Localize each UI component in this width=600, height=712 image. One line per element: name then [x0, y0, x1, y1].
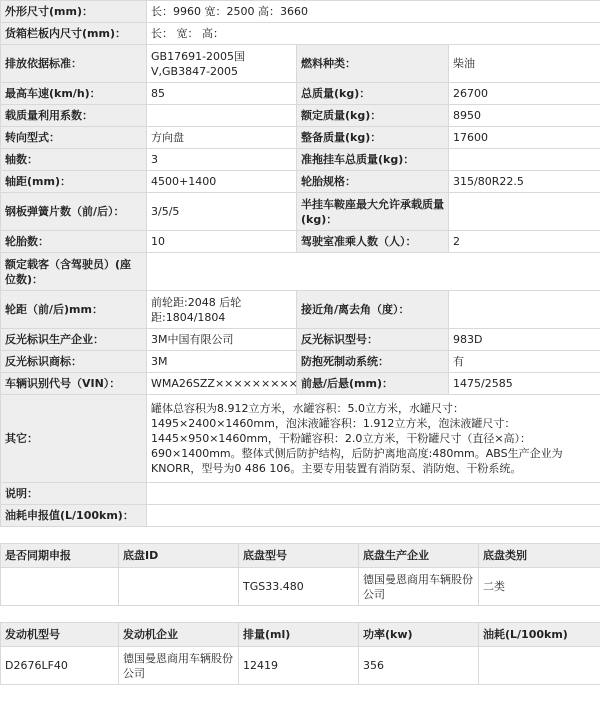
rated-load-value: 8950: [449, 105, 600, 127]
wheelbase-value: 4500+1400: [147, 171, 297, 193]
dimensions-label: 外形尺寸(mm)：: [1, 1, 147, 23]
gross-mass-value: 26700: [449, 83, 600, 105]
cab-seats-label: 驾驶室准乘人数（人）：: [297, 231, 449, 253]
max-speed-value: 85: [147, 83, 297, 105]
curb-mass-value: 17600: [449, 127, 600, 149]
fuel-label: 燃料种类：: [297, 45, 449, 83]
fuel-consumption-label: 油耗申报值(L/100km)：: [1, 505, 147, 527]
curb-mass-label: 整备质量(kg)：: [297, 127, 449, 149]
engine-header-fuel: 油耗(L/100km): [479, 623, 600, 647]
chassis-maker: 德国曼恩商用车辆股份公司: [359, 568, 479, 606]
engine-table: [0, 622, 600, 685]
engine-header-power: 功率(kw): [359, 623, 479, 647]
reflector-model-label: 反光标识型号：: [297, 329, 449, 351]
reflector-maker-value: 3M中国有限公司: [147, 329, 297, 351]
chassis-header-category: 底盘类别: [479, 544, 600, 568]
emission-label: 排放依据标准：: [1, 45, 147, 83]
engine-fuel: [479, 647, 600, 685]
load-util-label: 载质量利用系数：: [1, 105, 147, 127]
axles-label: 轴数：: [1, 149, 147, 171]
track-value: 前轮距:2048 后轮距:1804/1804: [147, 291, 297, 329]
emission-value: GB17691-2005国Ⅴ,GB3847-2005: [147, 45, 297, 83]
passengers-label: 额定载客（含驾驶员）(座位数)：: [1, 253, 147, 291]
track-label: 轮距（前/后)mm：: [1, 291, 147, 329]
saddle-label: 半挂车鞍座最大允许承载质量(kg)：: [297, 193, 449, 231]
trailer-mass-value: [449, 149, 600, 171]
vin-value: WMA26SZZ×××××××××: [147, 373, 297, 395]
axles-value: 3: [147, 149, 297, 171]
cargo-box-value: 长： 宽： 高：: [147, 23, 600, 45]
chassis-id: [119, 568, 239, 606]
passengers-value: [147, 253, 600, 291]
chassis-header-maker: 底盘生产企业: [359, 544, 479, 568]
section-gap: [0, 606, 600, 622]
fuel-value: 柴油: [449, 45, 600, 83]
chassis-header-id: 底盘ID: [119, 544, 239, 568]
other-label: 其它：: [1, 395, 147, 483]
chassis-header-model: 底盘型号: [239, 544, 359, 568]
engine-header-displacement: 排量(ml): [239, 623, 359, 647]
overhang-value: 1475/2585: [449, 373, 600, 395]
other-value: 罐体总容积为8.912立方米，水罐容积：5.0立方米，水罐尺寸：1495×2400×1460mm，泡沫液罐容积：1.912立方米，泡沫液罐尺寸：1445×950×1460mm，干粉罐容积：2.0立方米，干粉罐尺寸（直径×高）：690×1400mm。整体式侧后防护结构，后防护离地高度:480mm。ABS生产企业为KNORR，型号为0 486 106。主要专用装置有消防泵、消防炮、干粉系统。: [147, 395, 600, 483]
cargo-box-label: 货箱栏板内尺寸(mm)：: [1, 23, 147, 45]
abs-label: 防抱死制动系统：: [297, 351, 449, 373]
wheelbase-label: 轴距(mm)：: [1, 171, 147, 193]
cab-seats-value: 2: [449, 231, 600, 253]
abs-value: 有: [449, 351, 600, 373]
engine-model: D2676LF40: [1, 647, 119, 685]
chassis-table: [0, 543, 600, 606]
tire-label: 轮胎规格：: [297, 171, 449, 193]
steering-label: 转向型式：: [1, 127, 147, 149]
approach-label: 接近角/离去角（度）：: [297, 291, 449, 329]
tire-count-value: 10: [147, 231, 297, 253]
steering-value: 方向盘: [147, 127, 297, 149]
max-speed-label: 最高车速(km/h)：: [1, 83, 147, 105]
reflector-maker-label: 反光标识生产企业：: [1, 329, 147, 351]
saddle-value: [449, 193, 600, 231]
chassis-same-period: [1, 568, 119, 606]
chassis-model: TGS33.480: [239, 568, 359, 606]
engine-header-maker: 发动机企业: [119, 623, 239, 647]
tire-value: 315/80R22.5: [449, 171, 600, 193]
trailer-mass-label: 准拖挂车总质量(kg)：: [297, 149, 449, 171]
rated-load-label: 额定质量(kg)：: [297, 105, 449, 127]
section-gap: [0, 527, 600, 543]
load-util-value: [147, 105, 297, 127]
chassis-header-same-period: 是否同期申报: [1, 544, 119, 568]
tire-count-label: 轮胎数：: [1, 231, 147, 253]
engine-power: 356: [359, 647, 479, 685]
vin-label: 车辆识别代号（VIN）：: [1, 373, 147, 395]
springs-value: 3/5/5: [147, 193, 297, 231]
notes-label: 说明：: [1, 483, 147, 505]
overhang-label: 前悬/后悬(mm)：: [297, 373, 449, 395]
reflector-brand-label: 反光标识商标：: [1, 351, 147, 373]
dimensions-value: 长：9960 宽：2500 高：3660: [147, 1, 600, 23]
engine-header-model: 发动机型号: [1, 623, 119, 647]
gross-mass-label: 总质量(kg)：: [297, 83, 449, 105]
approach-value: [449, 291, 600, 329]
reflector-brand-value: 3M: [147, 351, 297, 373]
reflector-model-value: 983D: [449, 329, 600, 351]
notes-value: [147, 483, 600, 505]
engine-displacement: 12419: [239, 647, 359, 685]
fuel-consumption-value: [147, 505, 600, 527]
chassis-category: 二类: [479, 568, 600, 606]
engine-maker: 德国曼恩商用车辆股份公司: [119, 647, 239, 685]
springs-label: 钢板弹簧片数（前/后）：: [1, 193, 147, 231]
